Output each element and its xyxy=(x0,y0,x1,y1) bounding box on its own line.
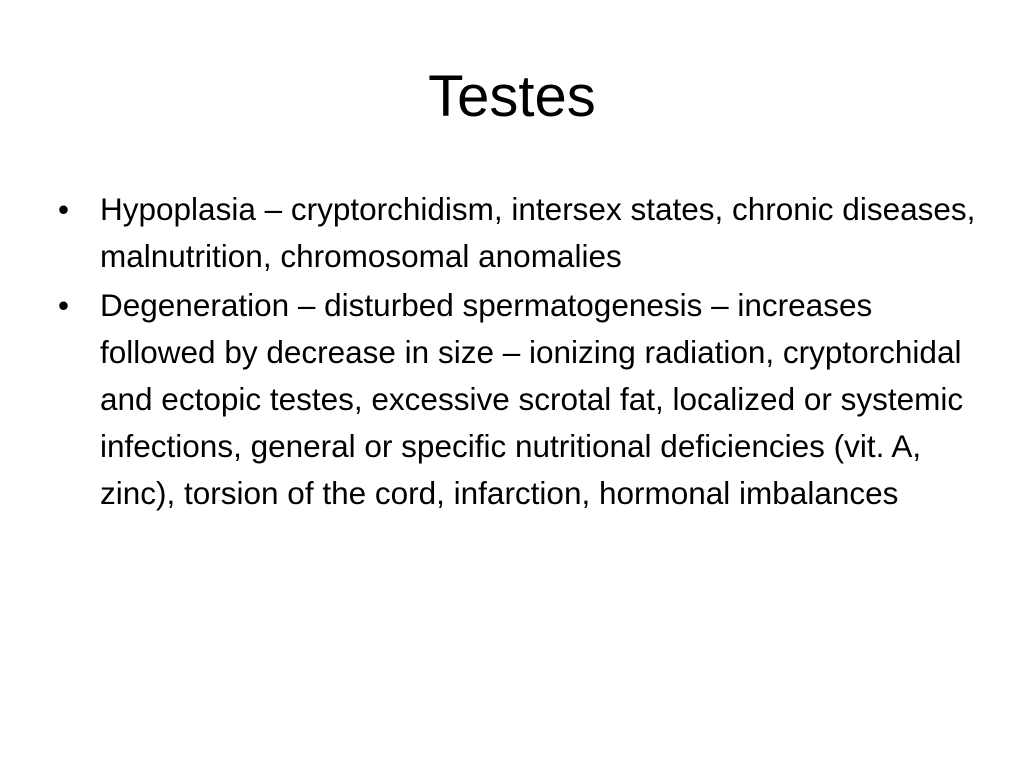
bullet-text: Degeneration – disturbed spermatogenesis – increases followed by decrease in size – ionizing radiation, cryptorchidal and ectopic testes, excessive scrotal fat, localized or systemic infections, general or specific nutritional deficiencies (vit. A, zinc), torsion of the cord, infarction, hormonal imbalances xyxy=(100,287,964,511)
bullet-marker: • xyxy=(58,191,70,227)
bullet-item-degeneration xyxy=(58,282,978,517)
bullet-text: Hypoplasia – cryptorchidism, intersex states, chronic diseases, malnutrition, chromosomal anomalies xyxy=(100,191,976,274)
bullet-marker: • xyxy=(58,287,70,323)
slide-title: Testes xyxy=(428,64,596,129)
bullet-list xyxy=(58,186,978,519)
bullet-item-hypoplasia xyxy=(58,186,978,280)
